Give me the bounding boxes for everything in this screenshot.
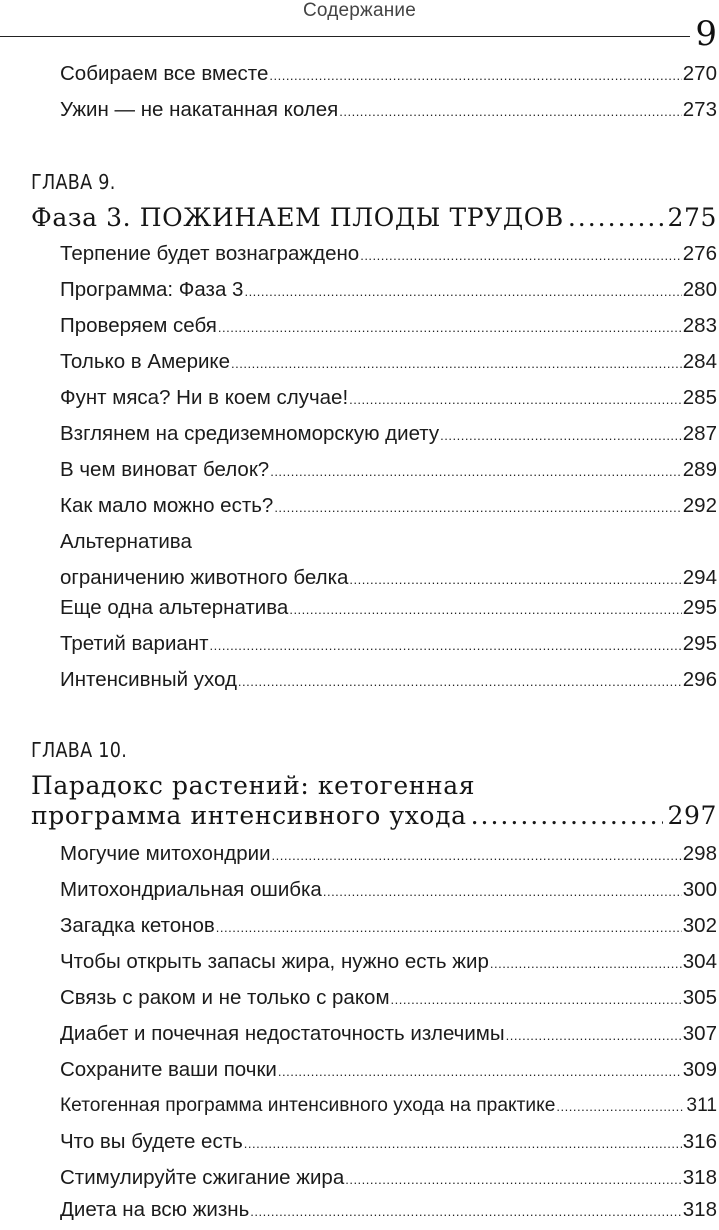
leader-dots [568,203,664,233]
leader-dots [270,454,682,490]
toc-entry[interactable] [60,908,717,944]
chapter-label: ГЛАВА 9. [31,170,116,194]
toc-entry-page: 295 [682,632,717,655]
toc-entry-page: 284 [682,350,717,373]
toc-entry[interactable] [60,344,717,380]
toc-entry-title: Чтобы открыть запасы жира, нужно есть жир [60,950,489,973]
toc-entry-title: Кетогенная программа интенсивного ухода на практике [60,1095,556,1116]
toc-entry[interactable] [60,92,717,128]
toc-entry-page: 270 [682,62,717,85]
toc-entry-title: Терпение будет вознаграждено [60,242,360,265]
leader-dots [506,1018,682,1054]
toc-entry-title: Митохондриальная ошибка [60,878,322,901]
toc-entry-page: 294 [682,566,717,589]
toc-entry[interactable] [60,1052,717,1088]
toc-entry[interactable] [60,872,717,908]
leader-dots [289,592,681,628]
toc-entry[interactable] [60,416,717,452]
leader-dots [218,310,682,346]
toc-entry[interactable] [60,626,717,662]
toc-entry-title: Могучие митохондрии [60,842,271,865]
toc-entry-page: 292 [682,494,717,517]
leader-dots [269,58,681,94]
toc-entry[interactable] [60,236,717,272]
toc-entry-page: 285 [682,386,717,409]
toc-entry[interactable] [60,452,717,488]
chapter-title-text: Фаза 3. ПОЖИНАЕМ ПЛОДЫ ТРУДОВ [31,203,564,232]
toc-entry-page: 307 [682,1022,717,1045]
leader-dots [244,274,681,310]
toc-entry[interactable] [60,662,717,698]
toc-entry-title: Проверяем себя [60,314,217,337]
toc-entry-page: 309 [682,1058,717,1081]
toc-entry[interactable] [60,380,717,416]
toc-entry-title-line1: Альтернатива [60,530,192,553]
leader-dots [323,874,682,910]
toc-entry-page: 318 [682,1166,717,1189]
leader-dots [339,94,682,130]
toc-entry[interactable] [60,836,717,872]
leader-dots [238,664,682,700]
toc-entry-page: 316 [682,1130,717,1153]
toc-entry-title: Фунт мяса? Ни в коем случае! [60,386,349,409]
leader-dots [274,490,681,526]
toc-entry[interactable] [60,308,717,344]
toc-entry-title: Что вы будете есть [60,1130,243,1153]
toc-entry-title: Связь с раком и не только с раком [60,986,390,1009]
toc-entry-page: 295 [682,596,717,619]
toc-entry[interactable] [60,272,717,308]
chapter-title[interactable] [31,771,717,831]
toc-entry-title: Интенсивный уход [60,668,237,691]
leader-dots [244,1126,682,1162]
toc-entry-title: Стимулируйте сжигание жира [60,1166,345,1189]
chapter-page: 297 [667,801,717,830]
toc-entry[interactable] [60,1160,717,1196]
toc-entry-title: Еще одна альтернатива [60,596,289,619]
toc-entry-title: Как мало можно есть? [60,494,274,517]
toc-entry-page: 311 [686,1095,717,1116]
toc-entry-page: 276 [682,242,717,265]
toc-entry-page: 273 [682,98,717,121]
leader-dots [278,1054,682,1090]
toc-entry-title: Загадка кетонов [60,914,215,937]
toc-entry-title: Собираем все вместе [60,62,269,85]
header-rule [0,36,690,37]
toc-entry-title: Взглянем на средиземноморскую диету [60,422,440,445]
toc-entry[interactable] [60,590,717,626]
chapter-title-line2: программа интенсивного ухода [31,801,467,830]
leader-dots [216,910,682,946]
leader-dots [556,1089,685,1125]
toc-entry-page: 296 [682,668,717,691]
toc-entry-page: 287 [682,422,717,445]
toc-entry[interactable] [60,944,717,980]
toc-entry-page: 280 [682,278,717,301]
toc-entry-page: 318 [682,1198,717,1221]
leader-dots [210,628,682,664]
leader-dots [440,418,682,454]
toc-entry[interactable] [60,524,717,596]
toc-entry-page: 298 [682,842,717,865]
chapter-title-line1: Парадокс растений: кетогенная [31,771,476,800]
toc-entry-title: Диабет и почечная недостаточность излечимы [60,1022,505,1045]
page-number: 9 [695,14,717,54]
toc-entry-title: Третий вариант [60,632,209,655]
leader-dots [471,801,664,831]
toc-entry-page: 289 [682,458,717,481]
toc-entry-page: 283 [682,314,717,337]
toc-entry[interactable] [60,1124,717,1160]
toc-entry[interactable] [60,1088,717,1124]
running-head-title: Содержание [302,0,417,21]
leader-dots [490,946,682,982]
toc-entry-title: Программа: Фаза 3 [60,278,244,301]
toc-entry[interactable] [60,488,717,524]
leader-dots [360,238,682,274]
toc-entry[interactable] [60,1016,717,1052]
leader-dots [349,382,682,418]
leader-dots [391,982,682,1018]
toc-entry[interactable] [60,56,717,92]
toc-entry-title-line2: ограничению животного белка [60,566,349,589]
toc-entry-page: 300 [682,878,717,901]
leader-dots [231,346,682,382]
chapter-title[interactable] [31,203,717,233]
toc-entry-title: Сохраните ваши почки [60,1058,277,1081]
chapter-page: 275 [667,203,717,232]
toc-entry-page: 304 [682,950,717,973]
toc-entry-page: 305 [682,986,717,1009]
toc-entry[interactable] [60,1192,717,1228]
toc-entry-page: 302 [682,914,717,937]
toc-entry-title: Только в Америке [60,350,231,373]
chapter-label: ГЛАВА 10. [31,738,128,762]
toc-entry-title: Диета на всю жизнь [60,1198,250,1221]
toc-entry-title: В чем виноват белок? [60,458,270,481]
toc-entry-title: Ужин — не накатанная колея [60,98,339,121]
leader-dots [272,838,682,874]
toc-entry[interactable] [60,980,717,1016]
